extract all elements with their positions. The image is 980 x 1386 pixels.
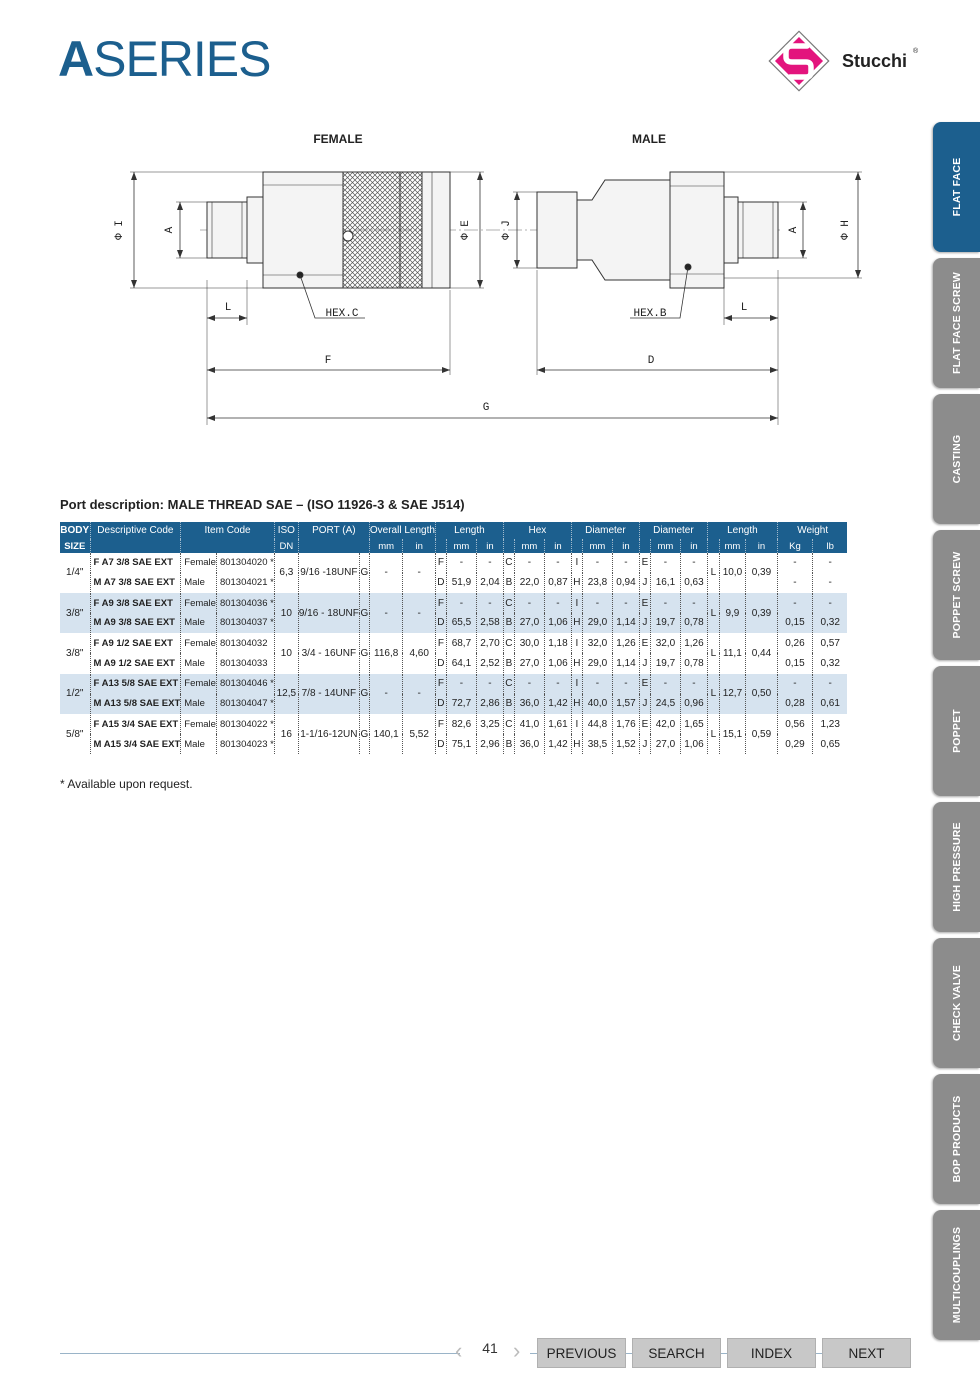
coupling-type-cell: Female xyxy=(181,674,217,694)
length2-in-cell: 0,50 xyxy=(745,674,777,714)
footer-divider xyxy=(60,1353,460,1354)
weight-kg-cell: 0,15 xyxy=(777,613,812,633)
length-in-cell: - xyxy=(476,553,503,573)
body-size-cell: 5/8" xyxy=(60,714,90,754)
hex-letter-cell: B xyxy=(503,613,514,633)
diameter-in-cell: 1,52 xyxy=(612,734,639,754)
length2-mm-cell: 9,9 xyxy=(719,593,745,633)
dim-hex-c: HEX.C xyxy=(325,308,359,320)
length-in-cell: 2,86 xyxy=(476,694,503,714)
weight-lb-cell: 0,32 xyxy=(812,613,847,633)
descriptive-code-cell: F A9 3/8 SAE EXT xyxy=(90,593,181,613)
port-letter-cell: G xyxy=(359,593,369,633)
diameter2-letter-cell: J xyxy=(639,734,650,754)
item-code-cell: 801304047 * xyxy=(216,694,274,714)
diameter-mm-cell: - xyxy=(582,553,612,573)
diameter-in-cell: 0,94 xyxy=(612,573,639,593)
weight-kg-cell: 0,28 xyxy=(777,694,812,714)
hex-letter-cell: C xyxy=(503,674,514,694)
dim-phi-i: Φ I xyxy=(114,220,126,240)
weight-lb-cell: - xyxy=(812,553,847,573)
length-in-cell: 2,58 xyxy=(476,613,503,633)
coupling-type-cell: Male xyxy=(181,653,217,673)
header-diameter: Diameter xyxy=(571,522,639,539)
diameter-letter-cell: I xyxy=(571,593,582,613)
diameter-mm-cell: - xyxy=(582,674,612,694)
hex-mm-cell: 30,0 xyxy=(514,633,544,653)
dim-g: G xyxy=(482,402,490,414)
page-number: 41 xyxy=(482,1340,498,1356)
iso-dn-cell: 10 xyxy=(274,633,298,673)
item-code-cell: 801304020 * xyxy=(216,553,274,573)
series-word: SERIES xyxy=(93,31,271,87)
hex-in-cell: 1,06 xyxy=(544,653,571,673)
search-button[interactable]: SEARCH xyxy=(632,1338,721,1368)
length-letter-cell: D xyxy=(435,573,446,593)
hex-in-cell: 1,06 xyxy=(544,613,571,633)
body-size-cell: 3/8" xyxy=(60,633,90,673)
port-letter-cell: G xyxy=(359,714,369,754)
port-letter-cell: G xyxy=(359,553,369,593)
chevron-left-icon: ‹ xyxy=(455,1338,463,1363)
diameter-mm-cell: 29,0 xyxy=(582,613,612,633)
coupling-type-cell: Female xyxy=(181,593,217,613)
header-overall-length: Overall Length xyxy=(369,522,435,539)
hex-mm-cell: 41,0 xyxy=(514,714,544,734)
length-mm-cell: 68,7 xyxy=(446,633,476,653)
diameter2-letter-cell: E xyxy=(639,633,650,653)
hex-letter-cell: B xyxy=(503,734,514,754)
diameter-in-cell: - xyxy=(612,674,639,694)
hex-letter-cell: B xyxy=(503,653,514,673)
diameter2-mm-cell: 32,0 xyxy=(650,633,680,653)
diameter2-letter-cell: J xyxy=(639,694,650,714)
specification-table xyxy=(60,522,847,754)
descriptive-code-cell: F A7 3/8 SAE EXT xyxy=(90,553,181,573)
length-mm-cell: 72,7 xyxy=(446,694,476,714)
header-length-2: Length xyxy=(707,522,777,539)
item-code-cell: 801304023 * xyxy=(216,734,274,754)
diameter2-letter-cell: E xyxy=(639,593,650,613)
diameter2-mm-cell: 24,5 xyxy=(650,694,680,714)
tab-poppet-screw[interactable]: POPPET SCREW xyxy=(933,530,980,660)
diameter2-letter-cell: E xyxy=(639,674,650,694)
overall-length-in-cell: - xyxy=(403,674,435,714)
header-weight: Weight xyxy=(777,522,847,539)
length-letter-cell: D xyxy=(435,694,446,714)
descriptive-code-cell: M A7 3/8 SAE EXT xyxy=(90,573,181,593)
dim-phi-j: Φ J xyxy=(501,220,513,240)
length2-mm-cell: 15,1 xyxy=(719,714,745,754)
weight-kg-cell: 0,26 xyxy=(777,633,812,653)
table-row xyxy=(60,714,847,734)
length2-letter-cell: L xyxy=(707,674,719,714)
coupling-type-cell: Female xyxy=(181,714,217,734)
hex-mm-cell: 22,0 xyxy=(514,573,544,593)
weight-lb-cell: 0,65 xyxy=(812,734,847,754)
length-letter-cell: F xyxy=(435,553,446,573)
hex-in-cell: - xyxy=(544,553,571,573)
coupling-type-cell: Male xyxy=(181,573,217,593)
diameter-mm-cell: 40,0 xyxy=(582,694,612,714)
series-letter: A xyxy=(58,31,94,87)
overall-length-mm-cell: 116,8 xyxy=(369,633,403,673)
descriptive-code-cell: M A9 3/8 SAE EXT xyxy=(90,613,181,633)
hex-mm-cell: - xyxy=(514,593,544,613)
diameter-letter-cell: H xyxy=(571,613,582,633)
tab-multicouplings[interactable]: MULTICOUPLINGS xyxy=(933,1210,980,1340)
body-size-cell: 1/4" xyxy=(66,567,84,579)
overall-length-in-cell: - xyxy=(403,593,435,633)
port-cell: 7/8 - 14UNF xyxy=(298,674,359,714)
diameter-letter-cell: I xyxy=(571,674,582,694)
diameter2-in-cell: 0,96 xyxy=(680,694,707,714)
hex-mm-cell: 36,0 xyxy=(514,694,544,714)
length-mm-cell: - xyxy=(446,593,476,613)
next-button[interactable]: NEXT xyxy=(822,1338,911,1368)
weight-kg-cell: 0,15 xyxy=(777,653,812,673)
table-subheader-row: SIZE DN mm in mm in mm in mm in mm in mm in Kg lb xyxy=(60,539,847,553)
male-label: MALE xyxy=(632,132,666,146)
diameter2-mm-cell: 19,7 xyxy=(650,613,680,633)
item-code-cell: 801304021 * xyxy=(216,573,274,593)
length2-in-cell: 0,59 xyxy=(745,714,777,754)
diameter-letter-cell: H xyxy=(571,653,582,673)
length-letter-cell: D xyxy=(435,734,446,754)
female-label: FEMALE xyxy=(313,132,363,146)
header-descriptive-code: Descriptive Code xyxy=(90,522,181,539)
diameter2-letter-cell: J xyxy=(639,613,650,633)
length-letter-cell: F xyxy=(435,674,446,694)
hex-letter-cell: C xyxy=(503,714,514,734)
length2-letter-cell: L xyxy=(707,553,719,593)
dim-l-left: L xyxy=(224,302,232,314)
diameter2-in-cell: 1,06 xyxy=(680,734,707,754)
coupling-type-cell: Female xyxy=(181,553,217,573)
descriptive-code-cell: M A13 5/8 SAE EXT xyxy=(90,694,181,714)
dim-a-right: A xyxy=(788,226,800,234)
overall-length-mm-cell: - xyxy=(369,593,403,633)
header-port: PORT (A) xyxy=(298,522,369,539)
hex-mm-cell: 27,0 xyxy=(514,613,544,633)
diameter2-in-cell: 0,78 xyxy=(680,653,707,673)
item-code-cell: 801304037 * xyxy=(216,613,274,633)
length-letter-cell: D xyxy=(435,653,446,673)
header-body: BODY xyxy=(60,522,90,539)
coupling-drawing xyxy=(100,120,880,440)
diameter2-in-cell: - xyxy=(680,674,707,694)
diameter2-mm-cell: 42,0 xyxy=(650,714,680,734)
diameter-in-cell: - xyxy=(612,553,639,573)
port-letter-cell: G xyxy=(359,633,369,673)
dim-f: F xyxy=(324,355,332,367)
weight-kg-cell: - xyxy=(777,573,812,593)
diameter-mm-cell: 23,8 xyxy=(582,573,612,593)
diameter-in-cell: 1,14 xyxy=(612,653,639,673)
weight-kg-cell: 0,29 xyxy=(777,734,812,754)
diameter2-letter-cell: J xyxy=(639,653,650,673)
length-letter-cell: F xyxy=(435,593,446,613)
weight-kg-cell: 0,56 xyxy=(777,714,812,734)
overall-length-mm-cell: - xyxy=(369,674,403,714)
descriptive-code-cell: M A9 1/2 SAE EXT xyxy=(90,653,181,673)
diameter-letter-cell: H xyxy=(571,573,582,593)
header-size: SIZE xyxy=(60,539,90,553)
weight-lb-cell: 0,32 xyxy=(812,653,847,673)
hex-in-cell: 1,61 xyxy=(544,714,571,734)
overall-length-mm-cell: - xyxy=(369,553,403,593)
weight-kg-cell: - xyxy=(777,674,812,694)
hex-in-cell: - xyxy=(544,593,571,613)
overall-length-mm-cell: 140,1 xyxy=(369,714,403,754)
diameter2-mm-cell: 19,7 xyxy=(650,653,680,673)
diameter-mm-cell: 32,0 xyxy=(582,633,612,653)
brand-name: Stucchi xyxy=(842,51,908,71)
header-iso: ISO xyxy=(274,522,298,539)
hex-in-cell: 1,18 xyxy=(544,633,571,653)
footnote: * Available upon request. xyxy=(60,777,193,791)
length-letter-cell: D xyxy=(435,613,446,633)
length-mm-cell: 51,9 xyxy=(446,573,476,593)
tab-flat-face[interactable]: FLAT FACE xyxy=(933,122,980,252)
diameter2-mm-cell: - xyxy=(650,674,680,694)
diameter-in-cell: 1,14 xyxy=(612,613,639,633)
length-mm-cell: 82,6 xyxy=(446,714,476,734)
port-cell: 9/16 -18UNF xyxy=(298,553,359,593)
diameter-in-cell: 1,26 xyxy=(612,633,639,653)
tab-check-valve[interactable]: CHECK VALVE xyxy=(933,938,980,1068)
dim-a-left: A xyxy=(164,226,176,234)
iso-dn-cell: 16 xyxy=(274,714,298,754)
length-mm-cell: 64,1 xyxy=(446,653,476,673)
item-code-cell: 801304033 xyxy=(216,653,274,673)
header-diameter-2: Diameter xyxy=(639,522,707,539)
hex-in-cell: 1,42 xyxy=(544,734,571,754)
diameter2-in-cell: - xyxy=(680,593,707,613)
diameter2-mm-cell: - xyxy=(650,593,680,613)
diameter2-letter-cell: E xyxy=(639,553,650,573)
weight-kg-cell: - xyxy=(777,593,812,613)
dim-phi-e: Φ E xyxy=(460,220,472,240)
table-header-row xyxy=(60,522,847,539)
previous-button[interactable]: PREVIOUS xyxy=(537,1338,626,1368)
table-row xyxy=(60,553,847,573)
weight-lb-cell: 0,61 xyxy=(812,694,847,714)
hex-mm-cell: - xyxy=(514,553,544,573)
dim-d: D xyxy=(647,355,655,367)
tab-casting[interactable]: CASTING xyxy=(933,394,980,524)
length2-letter-cell: L xyxy=(707,633,719,673)
length2-in-cell: 0,39 xyxy=(745,593,777,633)
hex-in-cell: 0,87 xyxy=(544,573,571,593)
diameter-in-cell: 1,57 xyxy=(612,694,639,714)
length2-mm-cell: 12,7 xyxy=(719,674,745,714)
series-title xyxy=(58,30,271,88)
overall-length-in-cell: 5,52 xyxy=(403,714,435,754)
diameter-letter-cell: I xyxy=(571,553,582,573)
coupling-type-cell: Male xyxy=(181,694,217,714)
coupling-type-cell: Female xyxy=(181,633,217,653)
diameter2-letter-cell: E xyxy=(639,714,650,734)
diameter-mm-cell: - xyxy=(582,593,612,613)
item-code-cell: 801304036 * xyxy=(216,593,274,613)
length-mm-cell: - xyxy=(446,553,476,573)
diameter2-in-cell: - xyxy=(680,553,707,573)
tab-poppet[interactable]: POPPET xyxy=(933,666,980,796)
diameter2-mm-cell: 27,0 xyxy=(650,734,680,754)
descriptive-code-cell: F A9 1/2 SAE EXT xyxy=(90,633,181,653)
female-coupling xyxy=(207,172,450,288)
length-in-cell: 2,04 xyxy=(476,573,503,593)
table-row xyxy=(60,633,847,653)
diameter2-in-cell: 0,63 xyxy=(680,573,707,593)
item-code-cell: 801304022 * xyxy=(216,714,274,734)
male-coupling xyxy=(537,172,778,288)
length-mm-cell: 65,5 xyxy=(446,613,476,633)
diameter2-in-cell: 1,26 xyxy=(680,633,707,653)
diameter-mm-cell: 29,0 xyxy=(582,653,612,673)
diameter-letter-cell: I xyxy=(571,714,582,734)
diameter-letter-cell: I xyxy=(571,633,582,653)
tab-flat-face-screw[interactable]: FLAT FACE SCREW xyxy=(933,258,980,388)
overall-length-in-cell: 4,60 xyxy=(403,633,435,673)
diameter-mm-cell: 44,8 xyxy=(582,714,612,734)
weight-lb-cell: - xyxy=(812,573,847,593)
chevron-right-icon: › xyxy=(513,1338,521,1363)
weight-kg-cell: - xyxy=(777,553,812,573)
dim-hex-b: HEX.B xyxy=(633,308,667,320)
weight-lb-cell: - xyxy=(812,593,847,613)
length2-letter-cell: L xyxy=(707,593,719,633)
length-in-cell: 2,52 xyxy=(476,653,503,673)
dim-phi-h: Φ H xyxy=(840,220,852,240)
header-length: Length xyxy=(435,522,503,539)
table-row xyxy=(60,593,847,613)
length2-mm-cell: 11,1 xyxy=(719,633,745,673)
diameter2-in-cell: 1,65 xyxy=(680,714,707,734)
hex-in-cell: 1,42 xyxy=(544,694,571,714)
coupling-type-cell: Male xyxy=(181,734,217,754)
diameter-in-cell: 1,76 xyxy=(612,714,639,734)
body-size-cell: 3/8" xyxy=(60,593,90,633)
iso-dn-cell: 10 xyxy=(274,593,298,633)
length-in-cell: - xyxy=(476,674,503,694)
coupling-type-cell: Male xyxy=(181,613,217,633)
length-in-cell: - xyxy=(476,593,503,613)
diameter-in-cell: - xyxy=(612,593,639,613)
length-letter-cell: F xyxy=(435,633,446,653)
port-cell: 3/4 - 16UNF xyxy=(298,633,359,673)
diameter2-mm-cell: - xyxy=(650,553,680,573)
weight-lb-cell: - xyxy=(812,674,847,694)
diameter-letter-cell: H xyxy=(571,694,582,714)
header-hex: Hex xyxy=(503,522,571,539)
descriptive-code-cell: M A15 3/4 SAE EXT xyxy=(90,734,181,754)
length-mm-cell: 75,1 xyxy=(446,734,476,754)
port-letter-cell: G xyxy=(359,674,369,714)
dim-l-right: L xyxy=(740,302,748,314)
hex-letter-cell: C xyxy=(503,633,514,653)
length-in-cell: 3,25 xyxy=(476,714,503,734)
length-in-cell: 2,96 xyxy=(476,734,503,754)
iso-dn-cell: 6,3 xyxy=(274,553,298,593)
descriptive-code-cell: F A13 5/8 SAE EXT xyxy=(90,674,181,694)
hex-mm-cell: - xyxy=(514,674,544,694)
length2-in-cell: 0,44 xyxy=(745,633,777,673)
port-cell: 9/16 - 18UNF xyxy=(298,593,359,633)
item-code-cell: 801304046 * xyxy=(216,674,274,694)
table-row xyxy=(60,674,847,694)
length2-letter-cell: L xyxy=(707,714,719,754)
length-letter-cell: F xyxy=(435,714,446,734)
diameter-mm-cell: 38,5 xyxy=(582,734,612,754)
hex-letter-cell: B xyxy=(503,694,514,714)
hex-in-cell: - xyxy=(544,674,571,694)
tab-bop-products[interactable]: BOP PRODUCTS xyxy=(933,1074,980,1204)
diameter2-letter-cell: J xyxy=(639,573,650,593)
overall-length-in-cell: - xyxy=(403,553,435,593)
hex-letter-cell: C xyxy=(503,553,514,573)
tab-high-pressure[interactable]: HIGH PRESSURE xyxy=(933,802,980,932)
descriptive-code-cell: F A15 3/4 SAE EXT xyxy=(90,714,181,734)
header-item-code: Item Code xyxy=(181,522,275,539)
port-cell: 1-1/16-12UN xyxy=(298,714,359,754)
diameter2-mm-cell: 16,1 xyxy=(650,573,680,593)
iso-dn-cell: 12,5 xyxy=(274,674,298,714)
hex-letter-cell: B xyxy=(503,573,514,593)
header-dn: DN xyxy=(274,539,298,553)
body-size-cell: 1/2" xyxy=(60,674,90,714)
hex-letter-cell: C xyxy=(503,593,514,613)
weight-lb-cell: 1,23 xyxy=(812,714,847,734)
port-description: Port description: MALE THREAD SAE – (ISO 11926-3 & SAE J514) xyxy=(60,497,465,512)
length-mm-cell: - xyxy=(446,674,476,694)
diameter2-in-cell: 0,78 xyxy=(680,613,707,633)
diameter-letter-cell: H xyxy=(571,734,582,754)
registered-mark: ® xyxy=(913,48,919,55)
weight-lb-cell: 0,57 xyxy=(812,633,847,653)
length2-in-cell: 0,39 xyxy=(745,553,777,593)
hex-mm-cell: 36,0 xyxy=(514,734,544,754)
length2-mm-cell: 10,0 xyxy=(719,553,745,593)
length-in-cell: 2,70 xyxy=(476,633,503,653)
index-button[interactable]: INDEX xyxy=(727,1338,816,1368)
item-code-cell: 801304032 xyxy=(216,633,274,653)
hex-mm-cell: 27,0 xyxy=(514,653,544,673)
